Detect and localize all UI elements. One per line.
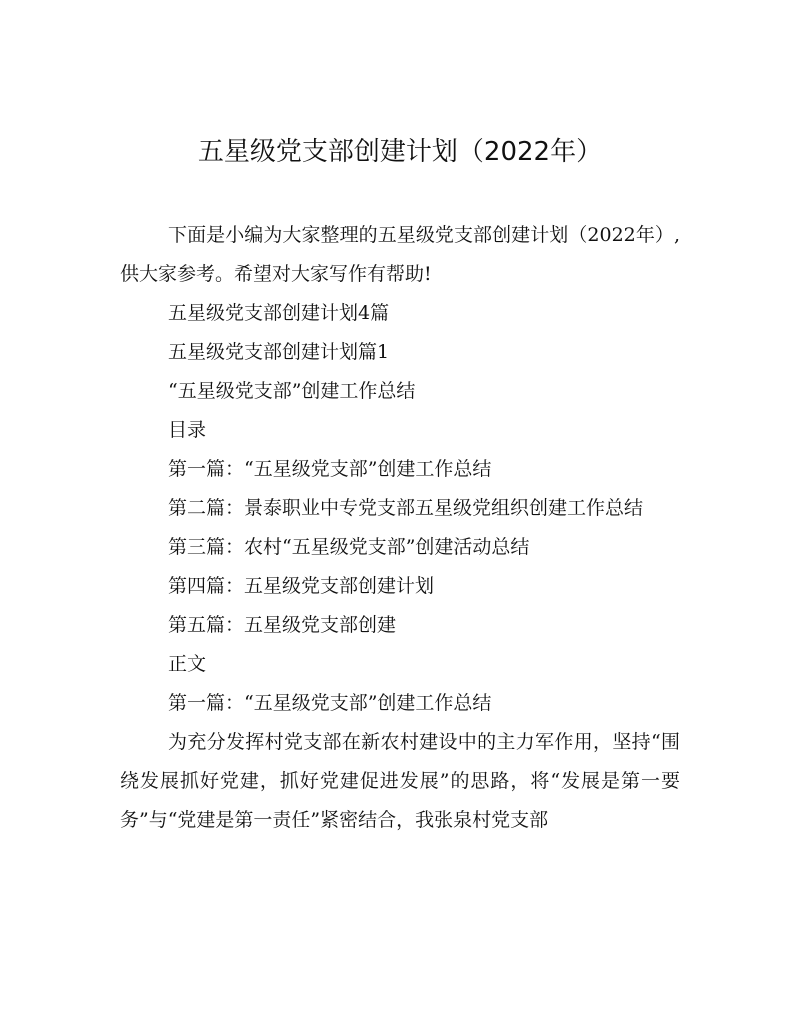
document-title: 五星级党支部创建计划（2022年）	[197, 137, 603, 167]
article-subtitle: “五星级党支部”创建工作总结	[168, 380, 416, 402]
toc-item: 第四篇：五星级党支部创建计划	[168, 575, 435, 597]
section-heading: 第一篇：“五星级党支部”创建工作总结	[168, 692, 492, 714]
collection-heading: 五星级党支部创建计划4篇	[168, 302, 390, 324]
toc-item: 第一篇：“五星级党支部”创建工作总结	[168, 458, 492, 480]
intro-paragraph: 下面是小编为大家整理的五星级党支部创建计划（2022年）,供大家参考。希望对大家写作有帮助!	[120, 224, 680, 285]
toc-item: 第五篇：五星级党支部创建	[168, 614, 397, 636]
toc-heading: 目录	[168, 419, 207, 441]
body-paragraph: 为充分发挥村党支部在新农村建设中的主力军作用，坚持“围绕发展抓好党建，抓好党建促进发展”的思路，将“发展是第一要务”与“党建是第一责任”紧密结合，我张泉村党支部	[120, 731, 680, 831]
document-body	[120, 216, 680, 840]
article-heading: 五星级党支部创建计划篇1	[168, 341, 390, 363]
body-heading: 正文	[168, 653, 207, 675]
toc-item: 第二篇：景泰职业中专党支部五星级党组织创建工作总结	[168, 497, 644, 519]
toc-item: 第三篇：农村“五星级党支部”创建活动总结	[168, 536, 530, 558]
